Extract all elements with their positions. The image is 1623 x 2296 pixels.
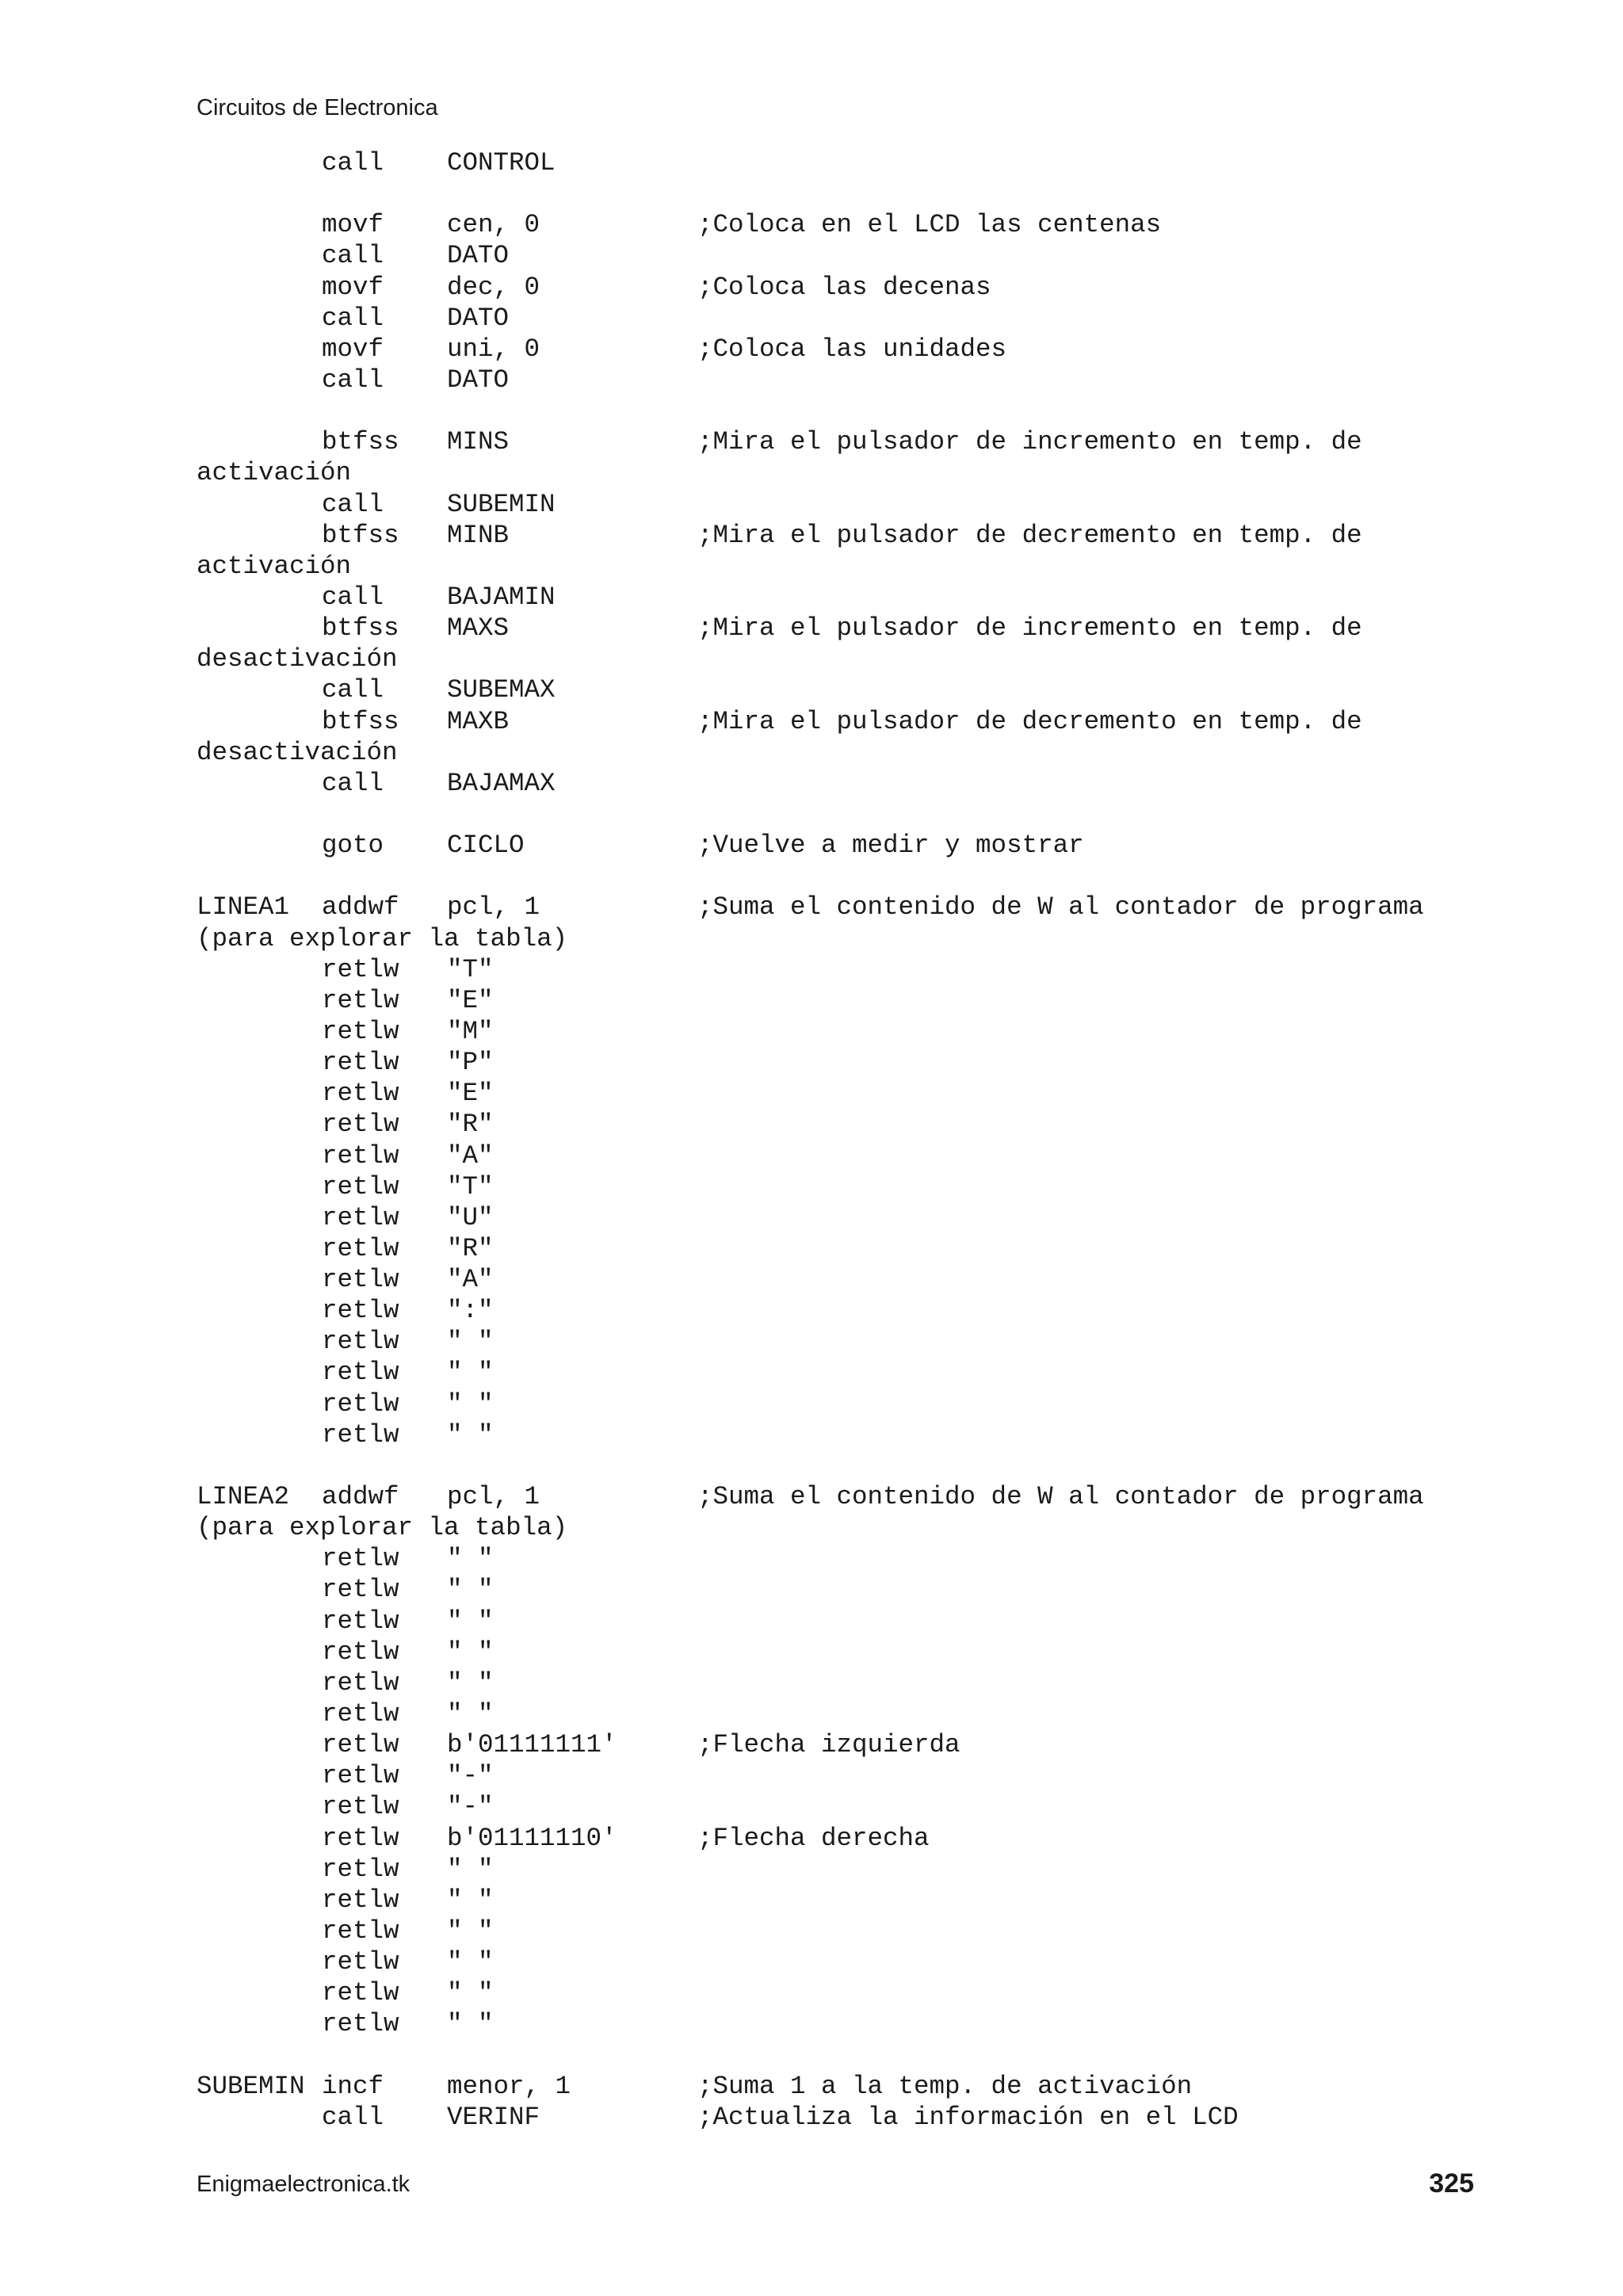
code-operand: "R": [447, 1110, 494, 1140]
code-opcode: retlw: [322, 1265, 399, 1295]
code-comment: ;Vuelve a medir y mostrar: [697, 831, 1084, 861]
code-opcode: call: [322, 365, 384, 395]
code-opcode: retlw: [322, 1079, 399, 1109]
code-label: (para explorar la tabla): [197, 923, 568, 953]
code-operand: ":": [447, 1296, 494, 1326]
code-operand: CONTROL: [447, 148, 556, 178]
code-opcode: btfss: [322, 427, 399, 457]
code-opcode: retlw: [322, 1016, 399, 1046]
code-opcode: retlw: [322, 1419, 399, 1450]
code-line: [197, 1885, 1560, 1916]
code-opcode: call: [322, 148, 384, 178]
code-line: [197, 1389, 1560, 1419]
code-label: desactivación: [197, 737, 398, 767]
code-operand: b'01111111': [447, 1730, 617, 1760]
code-operand: " ": [447, 1575, 494, 1605]
code-operand: DATO: [447, 241, 510, 271]
code-line: [197, 861, 1560, 892]
code-opcode: movf: [322, 334, 384, 364]
code-operand: VERINF: [447, 2102, 540, 2132]
code-line: [197, 303, 1560, 334]
code-line: [197, 1016, 1560, 1047]
code-line: [197, 1823, 1560, 1854]
code-operand: "-": [447, 1761, 494, 1791]
code-line: [197, 1543, 1560, 1574]
code-comment: ;Flecha izquierda: [697, 1730, 960, 1760]
code-operand: DATO: [447, 303, 510, 333]
code-opcode: retlw: [322, 1202, 399, 1232]
code-opcode: btfss: [322, 520, 399, 550]
code-opcode: retlw: [322, 1389, 399, 1419]
code-operand: uni, 0: [447, 334, 540, 364]
code-operand: " ": [447, 2009, 494, 2039]
code-operand: MAXB: [447, 706, 510, 736]
footer-site: Enigmaelectronica.tk: [197, 2172, 411, 2197]
code-line: [197, 613, 1560, 644]
code-operand: "R": [447, 1233, 494, 1263]
code-opcode: retlw: [322, 1233, 399, 1263]
code-opcode: addwf: [322, 1482, 399, 1512]
code-opcode: incf: [322, 2071, 384, 2101]
code-opcode: retlw: [322, 1947, 399, 1977]
code-line: [197, 520, 1560, 551]
code-opcode: retlw: [322, 1761, 399, 1791]
code-line: [197, 1946, 1560, 1977]
code-operand: b'01111110': [447, 1823, 617, 1853]
code-operand: " ": [447, 1389, 494, 1419]
code-line: [197, 272, 1560, 303]
code-line: [197, 1450, 1560, 1481]
code-line: [197, 1791, 1560, 1822]
code-operand: MINB: [447, 520, 510, 550]
code-operand: "T": [447, 954, 494, 984]
code-comment: ;Mira el pulsador de incremento en temp. de: [697, 427, 1362, 457]
code-operand: " ": [447, 1978, 494, 2008]
code-label: SUBEMIN: [197, 2071, 305, 2101]
code-line: [197, 1295, 1560, 1326]
code-line: [197, 489, 1560, 520]
code-line: [197, 799, 1560, 830]
code-line: [197, 240, 1560, 271]
code-operand: "M": [447, 1016, 494, 1046]
code-comment: ;Actualiza la información en el LCD: [697, 2102, 1239, 2132]
code-label: activación: [197, 551, 352, 581]
code-operand: menor, 1: [447, 2071, 571, 2101]
code-operand: SUBEMAX: [447, 675, 556, 705]
code-operand: " ": [447, 1419, 494, 1450]
code-opcode: retlw: [322, 1606, 399, 1636]
code-operand: pcl, 1: [447, 892, 540, 923]
code-operand: " ": [447, 1358, 494, 1388]
code-opcode: call: [322, 768, 384, 798]
code-opcode: call: [322, 303, 384, 333]
code-operand: dec, 0: [447, 272, 540, 302]
code-opcode: retlw: [322, 1823, 399, 1853]
code-opcode: btfss: [322, 613, 399, 644]
assembly-code-listing: [197, 147, 1560, 2133]
code-line: [197, 1637, 1560, 1668]
code-line: [197, 1916, 1560, 1946]
code-opcode: goto: [322, 831, 384, 861]
code-opcode: retlw: [322, 1358, 399, 1388]
code-line: [197, 1512, 1560, 1543]
code-line: [197, 1606, 1560, 1637]
code-label: LINEA2: [197, 1482, 290, 1512]
code-opcode: retlw: [322, 954, 399, 984]
code-line: [197, 1202, 1560, 1233]
code-line: [197, 2040, 1560, 2071]
code-operand: " ": [447, 1544, 494, 1574]
code-line: [197, 2008, 1560, 2039]
code-operand: SUBEMIN: [447, 489, 556, 519]
code-comment: ;Coloca en el LCD las centenas: [697, 210, 1162, 240]
code-line: [197, 1698, 1560, 1729]
code-opcode: call: [322, 489, 384, 519]
code-operand: BAJAMAX: [447, 768, 556, 798]
code-operand: cen, 0: [447, 210, 540, 240]
code-line: [197, 1357, 1560, 1388]
code-comment: ;Flecha derecha: [697, 1823, 930, 1853]
code-opcode: retlw: [322, 1637, 399, 1667]
code-line: [197, 395, 1560, 426]
code-label: desactivación: [197, 644, 398, 674]
code-opcode: retlw: [322, 1048, 399, 1078]
code-line: [197, 1574, 1560, 1605]
code-comment: ;Mira el pulsador de decremento en temp. de: [697, 706, 1362, 736]
code-operand: " ": [447, 1916, 494, 1946]
code-line: [197, 954, 1560, 985]
code-line: [197, 737, 1560, 768]
code-opcode: retlw: [322, 1171, 399, 1201]
code-opcode: retlw: [322, 2009, 399, 2039]
code-line: [197, 1078, 1560, 1109]
code-comment: ;Coloca las decenas: [697, 272, 991, 302]
code-operand: " ": [447, 1668, 494, 1698]
page-number: 325: [1429, 2168, 1474, 2199]
code-opcode: retlw: [322, 1575, 399, 1605]
code-line: [197, 551, 1560, 582]
code-opcode: movf: [322, 272, 384, 302]
code-line: [197, 830, 1560, 861]
code-operand: pcl, 1: [447, 1482, 540, 1512]
code-operand: "P": [447, 1048, 494, 1078]
code-line: [197, 923, 1560, 954]
code-line: [197, 1668, 1560, 1698]
code-line: [197, 1109, 1560, 1140]
code-line: [197, 1977, 1560, 2008]
code-line: [197, 706, 1560, 737]
code-line: [197, 334, 1560, 365]
code-operand: " ": [447, 1606, 494, 1636]
code-line: [197, 2071, 1560, 2102]
code-line: [197, 644, 1560, 674]
code-operand: " ": [447, 1885, 494, 1915]
code-opcode: movf: [322, 210, 384, 240]
code-opcode: retlw: [322, 1885, 399, 1915]
code-operand: "-": [447, 1792, 494, 1822]
code-operand: "E": [447, 1079, 494, 1109]
code-operand: DATO: [447, 365, 510, 395]
code-opcode: addwf: [322, 892, 399, 923]
code-line: [197, 147, 1560, 178]
code-line: [197, 1760, 1560, 1791]
code-opcode: btfss: [322, 706, 399, 736]
code-opcode: call: [322, 675, 384, 705]
code-opcode: retlw: [322, 1916, 399, 1946]
code-opcode: retlw: [322, 1327, 399, 1357]
code-operand: " ": [447, 1699, 494, 1729]
code-line: [197, 1140, 1560, 1171]
code-opcode: retlw: [322, 1978, 399, 2008]
code-line: [197, 892, 1560, 923]
code-opcode: retlw: [322, 1699, 399, 1729]
code-line: [197, 1326, 1560, 1357]
code-label: activación: [197, 458, 352, 488]
code-operand: MAXS: [447, 613, 510, 644]
code-opcode: retlw: [322, 1296, 399, 1326]
code-opcode: call: [322, 582, 384, 612]
code-operand: "E": [447, 985, 494, 1015]
code-line: [197, 457, 1560, 488]
code-line: [197, 1264, 1560, 1295]
code-line: [197, 1171, 1560, 1202]
code-opcode: retlw: [322, 1730, 399, 1760]
code-line: [197, 426, 1560, 457]
code-line: [197, 178, 1560, 209]
code-line: [197, 1047, 1560, 1078]
code-line: [197, 1729, 1560, 1760]
code-comment: ;Suma el contenido de W al contador de programa: [697, 892, 1424, 923]
code-line: [197, 985, 1560, 1016]
code-opcode: retlw: [322, 1668, 399, 1698]
code-operand: " ": [447, 1854, 494, 1884]
code-operand: BAJAMIN: [447, 582, 556, 612]
code-opcode: call: [322, 2102, 384, 2132]
code-line: [197, 365, 1560, 395]
code-comment: ;Mira el pulsador de incremento en temp. de: [697, 613, 1362, 644]
code-opcode: retlw: [322, 1140, 399, 1171]
code-line: [197, 768, 1560, 799]
code-operand: MINS: [447, 427, 510, 457]
code-comment: ;Mira el pulsador de decremento en temp. de: [697, 520, 1362, 550]
code-opcode: retlw: [322, 1544, 399, 1574]
code-line: [197, 209, 1560, 240]
code-comment: ;Suma el contenido de W al contador de programa: [697, 1482, 1424, 1512]
code-line: [197, 582, 1560, 613]
code-line: [197, 2102, 1560, 2133]
page-header-title: Circuitos de Electronica: [197, 95, 438, 120]
code-operand: "U": [447, 1202, 494, 1232]
code-line: [197, 1233, 1560, 1264]
code-operand: " ": [447, 1947, 494, 1977]
code-comment: ;Suma 1 a la temp. de activación: [697, 2071, 1193, 2101]
code-label: (para explorar la tabla): [197, 1513, 568, 1543]
code-comment: ;Coloca las unidades: [697, 334, 1007, 364]
code-label: LINEA1: [197, 892, 290, 923]
code-line: [197, 1419, 1560, 1450]
code-line: [197, 1481, 1560, 1512]
code-operand: CICLO: [447, 831, 525, 861]
code-operand: "A": [447, 1140, 494, 1171]
code-operand: " ": [447, 1327, 494, 1357]
code-opcode: retlw: [322, 1792, 399, 1822]
code-operand: "T": [447, 1171, 494, 1201]
code-opcode: call: [322, 241, 384, 271]
code-opcode: retlw: [322, 1854, 399, 1884]
code-operand: " ": [447, 1637, 494, 1667]
code-opcode: retlw: [322, 1110, 399, 1140]
code-line: [197, 674, 1560, 705]
code-line: [197, 1854, 1560, 1885]
code-opcode: retlw: [322, 985, 399, 1015]
code-operand: "A": [447, 1265, 494, 1295]
